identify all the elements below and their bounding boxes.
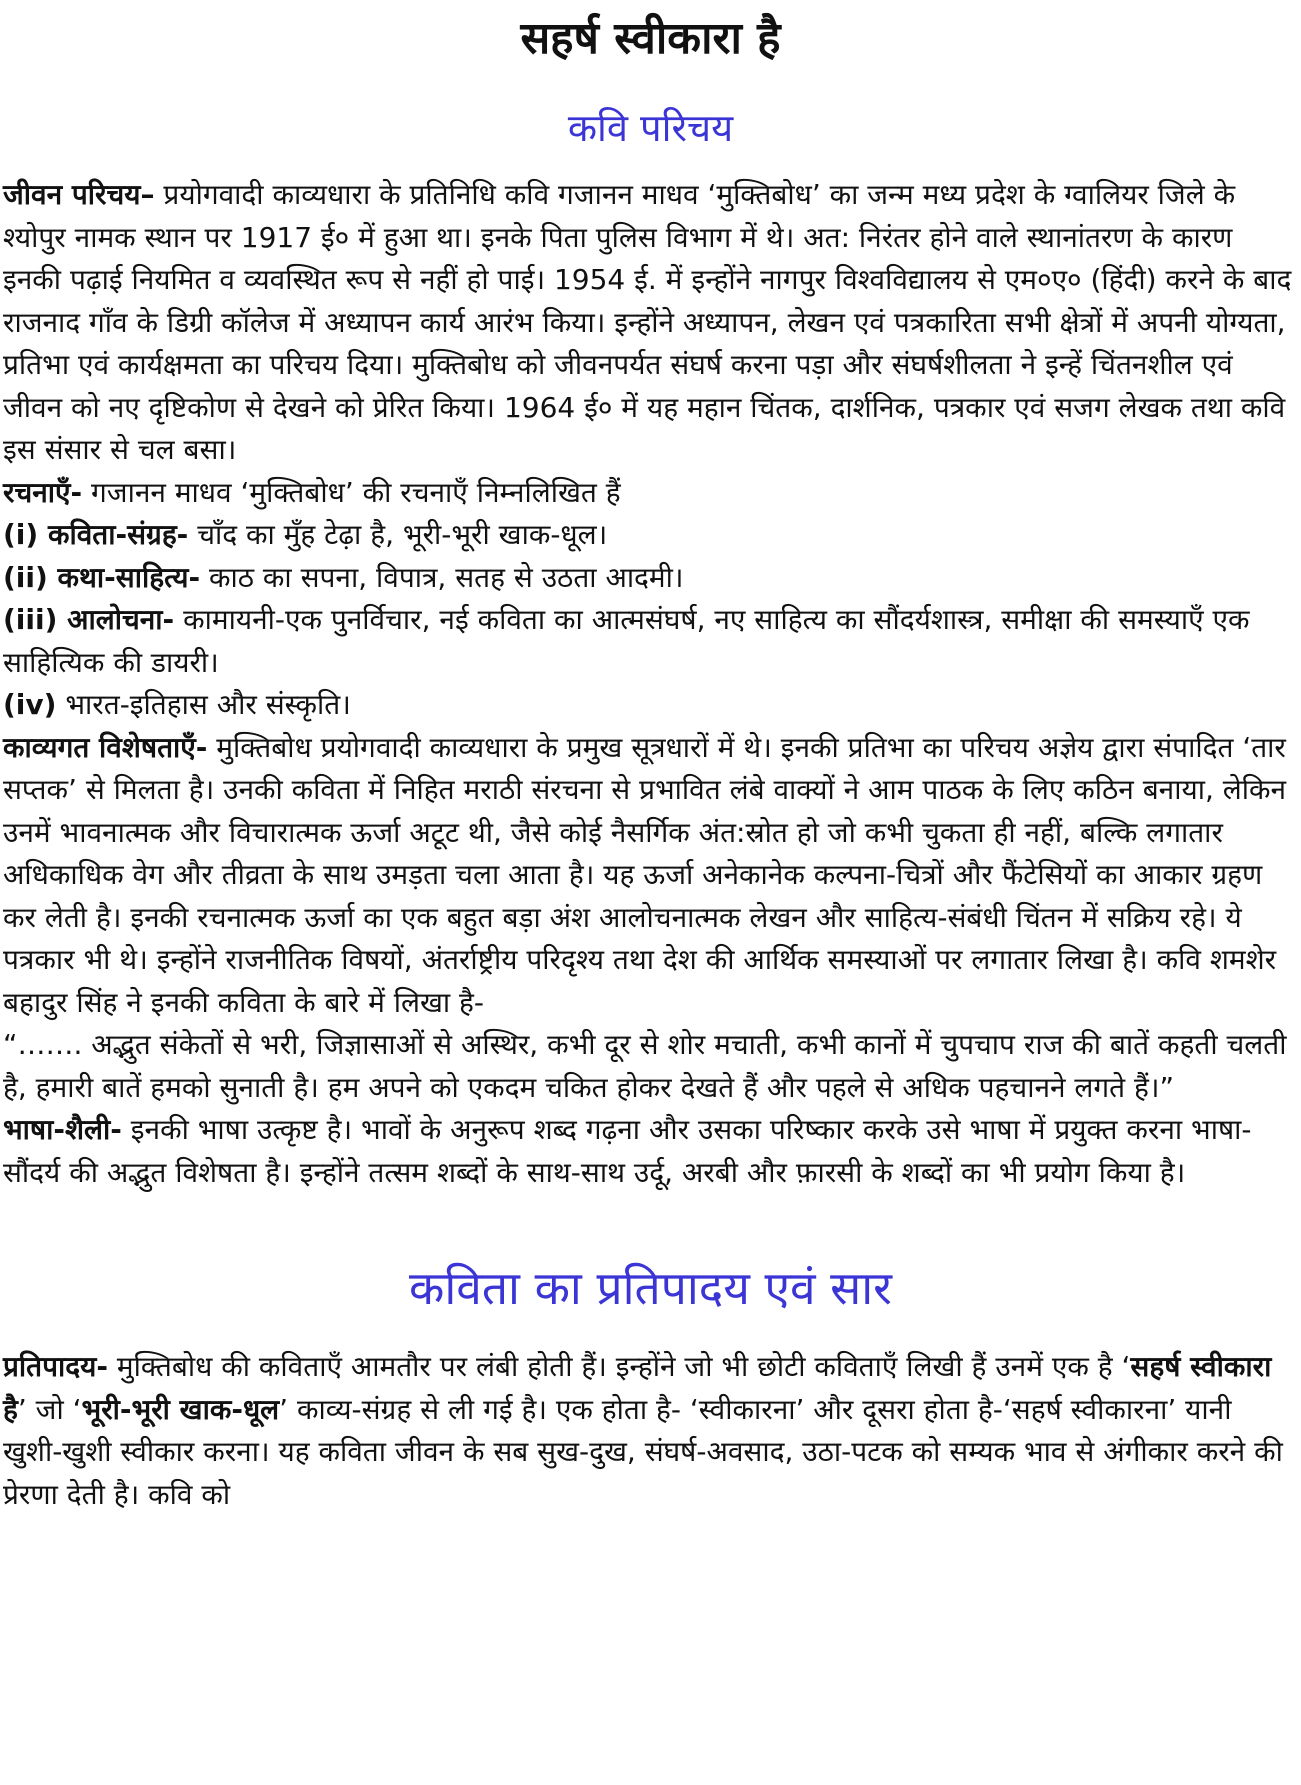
work-item-label: (iv)	[3, 688, 57, 721]
work-item-katha-sahitya	[3, 557, 1298, 600]
jeevan-parichay-label: जीवन परिचय–	[3, 178, 155, 211]
kavyagat-visheshtayen-label: काव्यगत विशेषताएँ-	[3, 730, 208, 764]
work-item-text: चाँद का मुँह टेढ़ा है, भूरी-भूरी खाक-धूल।	[188, 518, 608, 551]
work-item-alochana	[3, 599, 1298, 684]
work-item-text: काठ का सपना, विपात्र, सतह से उठता आदमी।	[200, 560, 684, 594]
work-item-text: कामायनी-एक पुनर्विचार, नई कविता का आत्मसंघर्ष, नए साहित्य का सौंदर्यशास्त्र, समीक्षा की समस्याएँ एक साहित्यिक की डायरी।	[3, 603, 1250, 679]
rachnayen-text: गजानन माधव ‘मुक्तिबोध’ की रचनाएँ निम्नलिखित हैं	[82, 475, 621, 509]
work-item-itihas	[3, 684, 1298, 727]
kavyagat-visheshtayen-paragraph	[3, 727, 1298, 1025]
rachnayen-paragraph	[3, 472, 1298, 515]
work-item-text: भारत-इतिहास और संस्कृति।	[56, 688, 351, 721]
section-heading-kavi-parichay: कवि परिचय	[567, 106, 734, 150]
pratipadya-text-1: मुक्तिबोध की कविताएँ आमतौर पर लंबी होती हैं। इन्होंने जो भी छोटी कविताएँ लिखी हैं उनमें एक है ‘	[108, 1350, 1131, 1383]
bhasha-shaili-label: भाषा-शैली-	[3, 1113, 122, 1146]
poem-title-bold: सहर्ष स्वीकारा है	[3, 1350, 1272, 1426]
rachnayen-label: रचनाएँ-	[3, 475, 83, 509]
page-title: सहर्ष स्वीकारा है	[520, 13, 781, 64]
section-spacer	[3, 1194, 1298, 1254]
jeevan-parichay-paragraph	[3, 174, 1298, 472]
pratipadya-text-3: ’ काव्य-संग्रह से ली गई है। एक होता है- ‘स्वीकारना’ और दूसरा होता है-‘सहर्ष स्वीकारना’ यानी खुशी-खुशी स्वीकार करना। यह कविता जीवन के सब सुख-दुख, संघर्ष-अवसाद, उठा-पटक को सम्यक भाव से अंगीकार करने की प्रेरणा देती है। कवि को	[3, 1392, 1283, 1511]
shamsher-quote: “……. अद्भुत संकेतों से भरी, जिज्ञासाओं से अस्थिर, कभी दूर से शोर मचाती, कभी कानों में चुपचाप राज की बातें कहती चलती है, हमारी बातें हमको सुनाती है। हम अपने को एकदम चकित होकर देखते हैं और पहले से अधिक पहचानने लगते हैं।”	[3, 1028, 1287, 1104]
pratipadya-label: प्रतिपादय-	[3, 1350, 109, 1383]
work-item-label: (i) कविता-संग्रह-	[3, 518, 189, 551]
work-item-label: (ii) कथा-साहित्य-	[3, 560, 201, 594]
bhasha-shaili-text: इनकी भाषा उत्कृष्ट है। भावों के अनुरूप शब्द गढ़ना और उसका परिष्कार करके उसे भाषा में प्रयुक्त करना भाषा-सौंदर्य की अद्भुत विशेषता है। इन्होंने तत्सम शब्दों के साथ-साथ उर्दू, अरबी और फ़ारसी के शब्दों का भी प्रयोग किया है।	[3, 1113, 1252, 1189]
pratipadya-text-2: ’ जो ‘	[17, 1392, 82, 1426]
work-item-label: (iii) आलोचना-	[3, 603, 175, 636]
collection-title-bold: भूरी-भूरी खाक-धूल	[81, 1392, 280, 1426]
kavyagat-visheshtayen-text: मुक्तिबोध प्रयोगवादी काव्यधारा के प्रमुख सूत्रधारों में थे। इनकी प्रतिभा का परिचय अज्ञेय द्वारा संपादित ‘तार सप्तक’ से मिलता है। उनकी कविता में निहित मराठी संरचना से प्रभावित लंबे वाक्यों ने आम पाठक के लिए कठिन बनाया, लेकिन उनमें भावनात्मक और विचारात्मक ऊर्जा अटूट थी, जैसे कोई नैसर्गिक अंत:स्रोत हो जो कभी चुकता ही नहीं, बल्कि लगातार अधिकाधिक वेग और तीव्रता के साथ उमड़ता चला आता है। यह ऊर्जा अनेकानेक कल्पना-चित्रों और फैंटेसियों का आकार ग्रहण कर लेती है। इनकी रचनात्मक ऊर्जा का एक बहुत बड़ा अंश आलोचनात्मक लेखन और साहित्य-संबंधी चिंतन में सक्रिय रहे। ये पत्रकार भी थे। इन्होंने राजनीतिक विषयों, अंतर्राष्ट्रीय परिदृश्य तथा देश की आर्थिक समस्याओं पर लगातार लिखा है। कवि शमशेर बहादुर सिंह ने इनकी कविता के बारे में लिखा है-	[3, 730, 1287, 1019]
pratipadya-paragraph	[3, 1346, 1298, 1516]
bhasha-shaili-paragraph	[3, 1109, 1298, 1194]
jeevan-parichay-text: प्रयोगवादी काव्यधारा के प्रतिनिधि कवि गजानन माधव ‘मुक्तिबोध’ का जन्म मध्य प्रदेश के ग्वालियर जिले के श्योपुर नामक स्थान पर 1917 ई० में हुआ था। इनके पिता पुलिस विभाग में थे। अत: निरंतर होने वाले स्थानांतरण के कारण इनकी पढ़ाई नियमित व व्यवस्थित रूप से नहीं हो पाई। 1954 ई. में इन्होंने नागपुर विश्वविद्यालय से एम०ए० (हिंदी) करने के बाद राजनाद गाँव के डिग्री कॉलेज में अध्यापन कार्य आरंभ किया। इन्होंने अध्यापन, लेखन एवं पत्रकारिता सभी क्षेत्रों में अपनी योग्यता, प्रतिभा एवं कार्यक्षमता का परिचय दिया। मुक्तिबोध को जीवनपर्यत संघर्ष करना पड़ा और संघर्षशीलता ने इन्हें चिंतनशील एवं जीवन को नए दृष्टिकोण से देखने को प्रेरित किया। 1964 ई० में यह महान चिंतक, दार्शनिक, पत्रकार एवं सजग लेखक तथा कवि इस संसार से चल बसा।	[3, 178, 1292, 466]
section-heading-pratipadya-saar: कविता का प्रतिपादय एवं सार	[409, 1261, 892, 1315]
work-item-kavita-sangrah	[3, 514, 1298, 557]
